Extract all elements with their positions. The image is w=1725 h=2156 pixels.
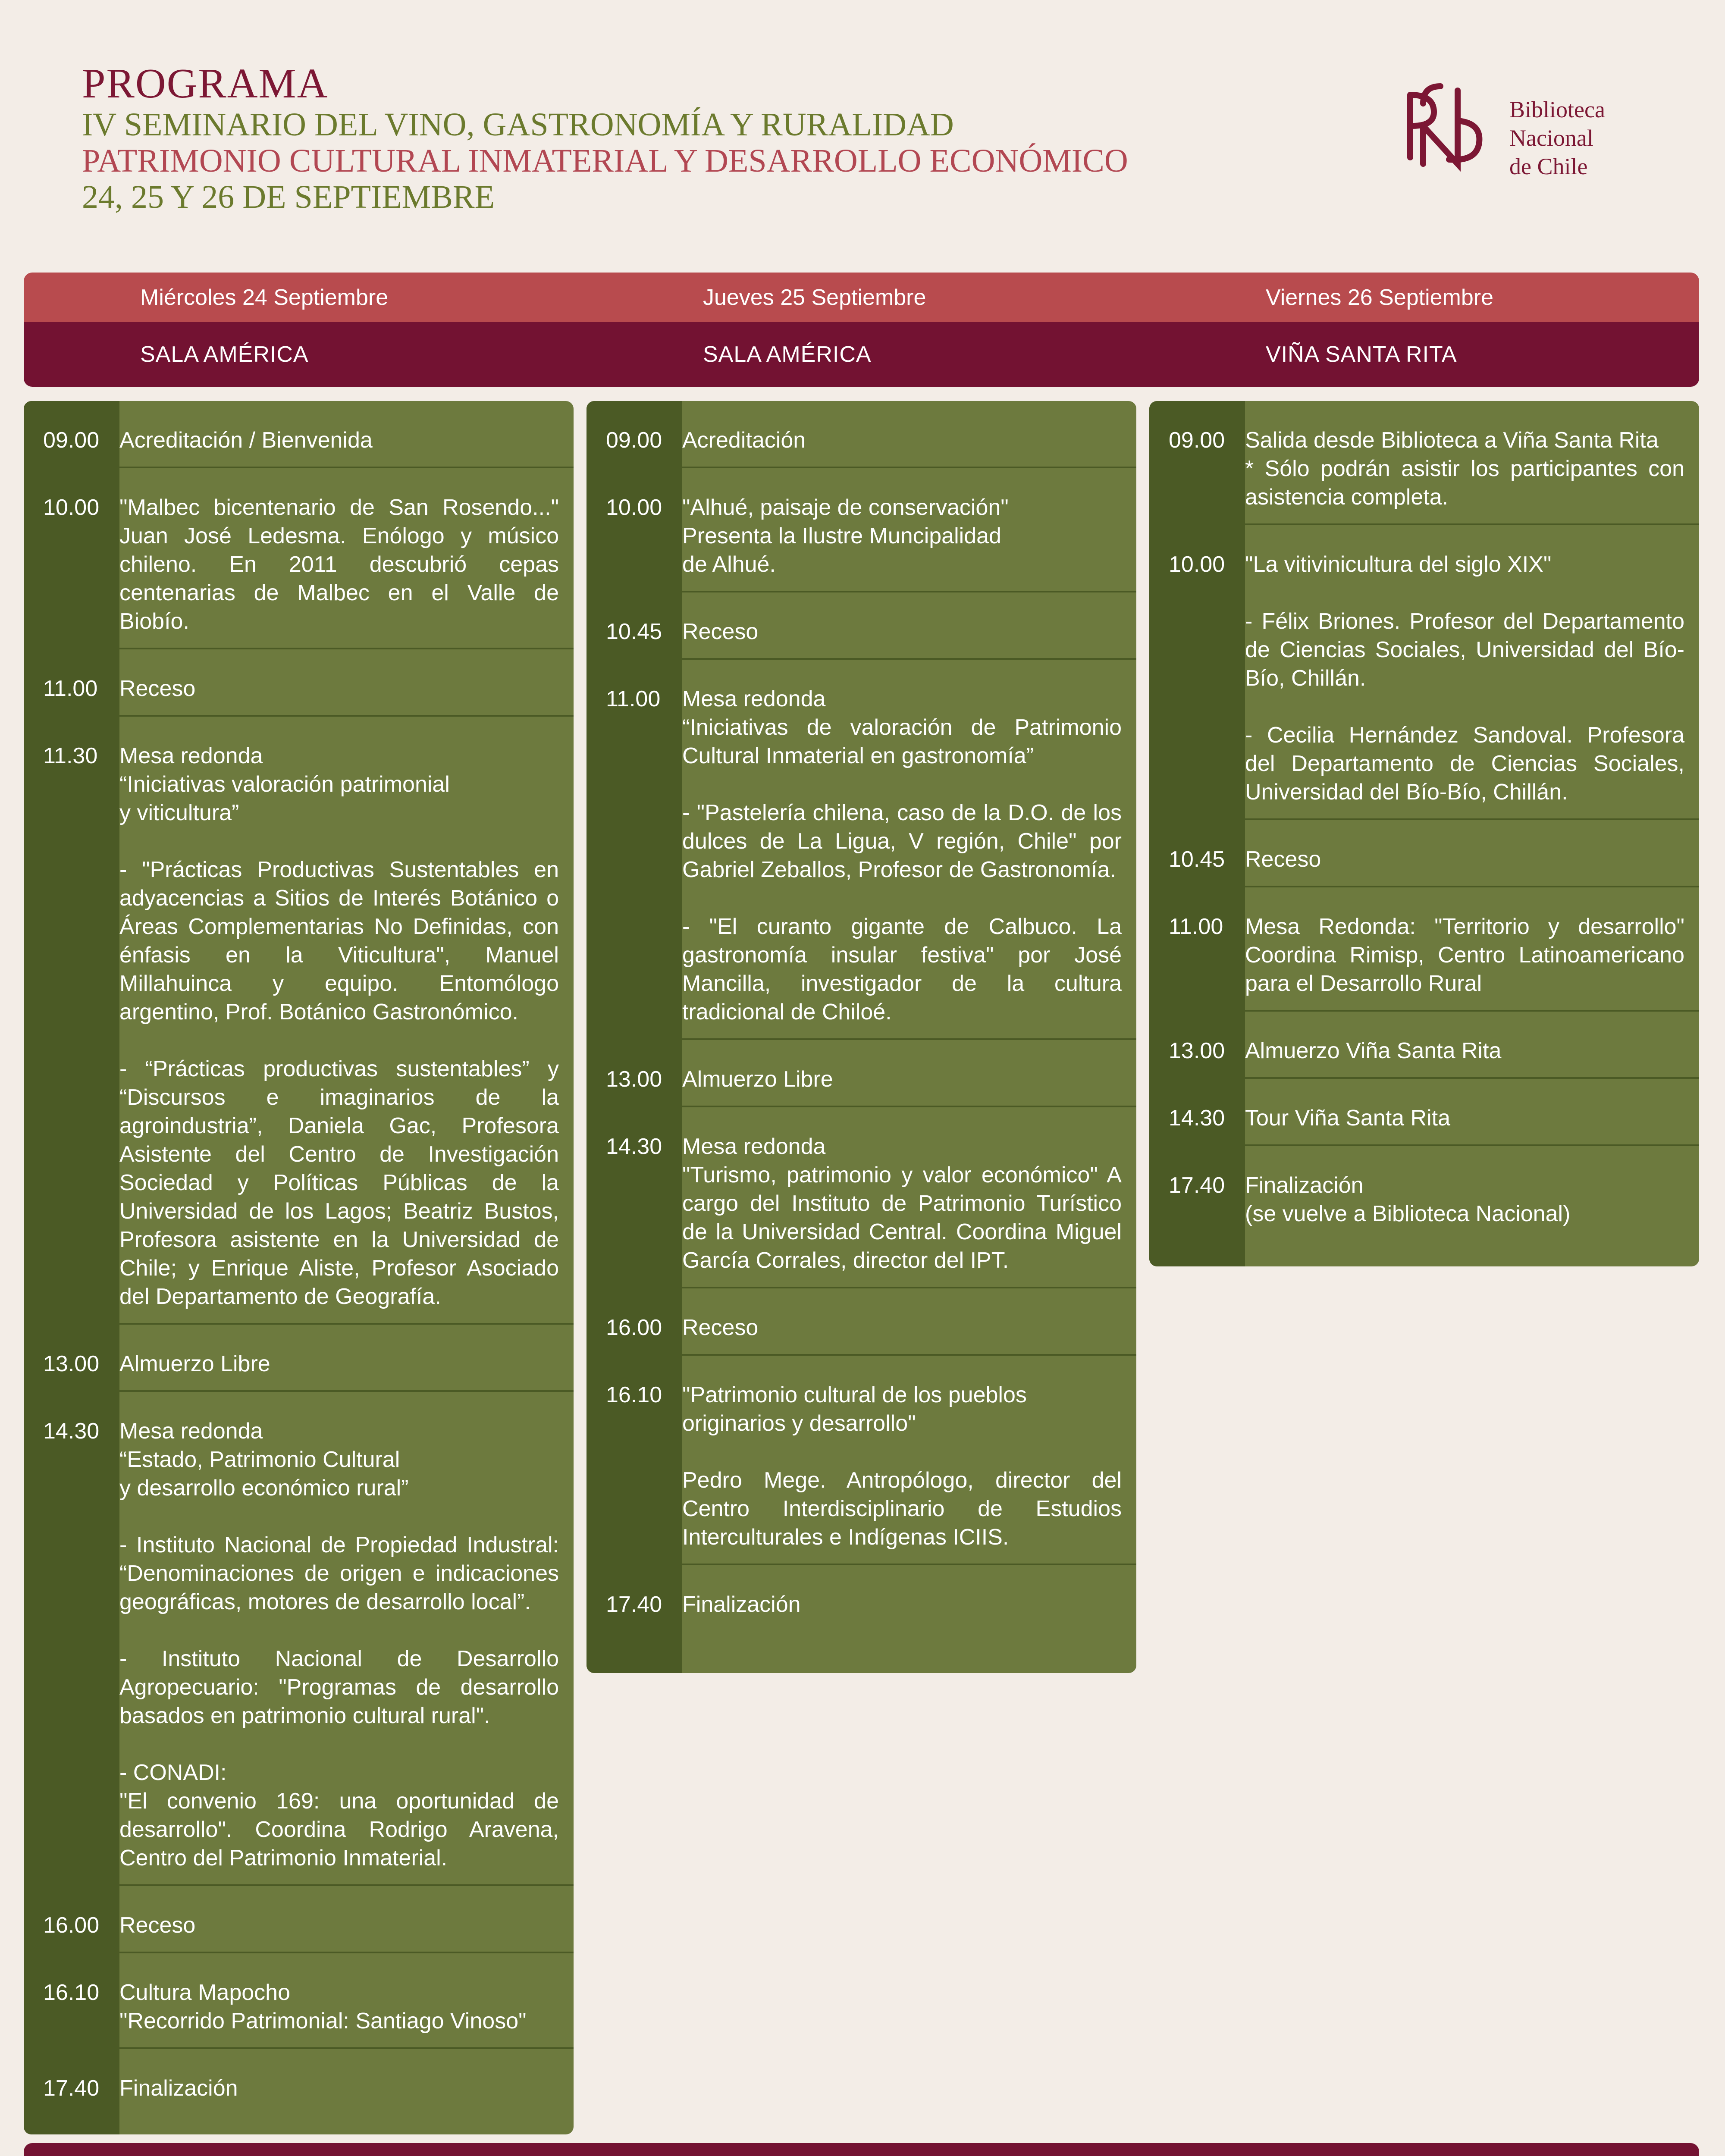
schedule-row [586, 592, 1136, 660]
schedule-row [1149, 401, 1699, 525]
session-details [1245, 1037, 1699, 1065]
schedule-row [1149, 1146, 1699, 1240]
day-3-venue: VIÑA SANTA RITA [1266, 342, 1457, 367]
session-time: 13.00 [606, 1067, 662, 1092]
schedule-row [586, 1040, 1136, 1107]
bnc-monogram-icon [1393, 78, 1488, 172]
session-line: - "Prácticas Productivas Sustentables en adyacencias a Sitios de Interés Botánico o Áreas Complementarias No Definidas, con énfasis en la Viticultura", Manuel Millahuinca y equipo. Entomólogo argentino, Prof. Botánico Gastronómico. [119, 857, 559, 1025]
session-line: Almuerzo Viña Santa Rita [1245, 1038, 1502, 1063]
schedule-row [586, 401, 1136, 468]
session-line: - "El curanto gigante de Calbuco. La gastronomía insular festiva" por José Mancilla, investigador de la cultura tradicional de Chiloé. [682, 914, 1122, 1025]
session-details [119, 426, 574, 454]
schedule-day-3 [1149, 401, 1699, 1266]
session-time: 10.00 [606, 495, 662, 520]
venues-bar [24, 322, 1699, 387]
schedule-row [24, 1392, 574, 1886]
session-line [119, 1026, 559, 1055]
session-line [1245, 579, 1684, 607]
session-details [1245, 426, 1699, 511]
session-line: “Iniciativas de valoración de Patrimonio Cultural Inmaterial en gastronomía” [682, 715, 1122, 768]
session-line [119, 827, 559, 856]
session-line: (se vuelve a Biblioteca Nacional) [1245, 1201, 1571, 1226]
session-line: Mesa redonda [682, 1134, 826, 1159]
session-time: 14.30 [606, 1134, 662, 1159]
session-time: 14.30 [43, 1419, 100, 1444]
session-line: y desarrollo económico rural” [119, 1476, 409, 1501]
session-line [682, 1438, 1122, 1466]
schedule-row [586, 1565, 1136, 1631]
session-time: 16.10 [606, 1382, 662, 1407]
session-line: Mesa redonda [119, 743, 263, 768]
session-time: 17.40 [606, 1592, 662, 1617]
session-line: "El convenio 169: una oportunidad de desarrollo". Coordina Rodrigo Aravena, Centro del Patrimonio Inmaterial. [119, 1789, 559, 1871]
session-line: "Alhué, paisaje de conservación" [682, 495, 1009, 520]
session-time: 11.00 [606, 686, 661, 711]
schedule-day-1 [24, 401, 574, 2134]
session-line: - CONADI: [119, 1760, 227, 1785]
biblioteca-nacional-logo [1393, 78, 1652, 177]
session-line: Almuerzo Libre [682, 1067, 833, 1092]
session-details [119, 674, 574, 703]
session-line: Receso [682, 619, 759, 644]
program-title: PROGRAMA [82, 60, 329, 107]
session-details [682, 1590, 1136, 1619]
seminar-dates: 24, 25 Y 26 DE SEPTIEMBRE [82, 179, 495, 215]
session-details [119, 1417, 574, 1872]
day-3-date: Viernes 26 Septiembre [1266, 285, 1494, 310]
session-time: 16.00 [43, 1913, 100, 1938]
session-line [682, 770, 1122, 799]
session-line: Tour Viña Santa Rita [1245, 1106, 1450, 1131]
session-line: Acreditación / Bienvenida [119, 428, 373, 453]
session-details [682, 685, 1136, 1026]
day-1-date: Miércoles 24 Septiembre [140, 285, 389, 310]
schedule-row [24, 401, 574, 468]
sponsors-footer [24, 2143, 1699, 2156]
session-line: Receso [119, 676, 196, 701]
session-details [682, 1313, 1136, 1342]
session-line: “Estado, Patrimonio Cultural [119, 1447, 400, 1472]
session-time: 10.45 [1169, 847, 1225, 872]
session-line: Salida desde Biblioteca a Viña Santa Rita [1245, 428, 1659, 453]
session-line: "Recorrido Patrimonial: Santiago Vinoso" [119, 2009, 527, 2034]
session-time: 10.00 [1169, 552, 1225, 577]
session-line: y viticultura” [119, 800, 239, 825]
session-line: Finalización [1245, 1173, 1364, 1198]
schedule-row [24, 468, 574, 649]
schedule-row [24, 1953, 574, 2049]
session-line: "La vitivinicultura del siglo XIX" [1245, 552, 1552, 577]
session-details [682, 1132, 1136, 1275]
session-details [119, 1350, 574, 1378]
session-details [1245, 912, 1699, 998]
day-1-venue: SALA AMÉRICA [140, 342, 309, 367]
schedule-row [24, 2049, 574, 2115]
session-time: 09.00 [606, 428, 662, 453]
day-2-venue: SALA AMÉRICA [703, 342, 872, 367]
session-line: "Patrimonio cultural de los pueblos [682, 1382, 1027, 1407]
session-details [682, 426, 1136, 454]
schedule-row [24, 649, 574, 717]
session-line: Mesa redonda [119, 1419, 263, 1444]
session-line: - "Pastelería chilena, caso de la D.O. de los dulces de La Ligua, V región, Chile" por Gabriel Zeballos, Profesor de Gastronomía. [682, 800, 1122, 882]
session-line: Cultura Mapocho [119, 1980, 290, 2005]
schedule-row [1149, 820, 1699, 887]
session-details [119, 1978, 574, 2035]
days-bar [24, 273, 1699, 322]
logo-line-1: Biblioteca [1509, 97, 1605, 122]
session-time: 17.40 [1169, 1173, 1225, 1198]
session-line: Finalización [119, 2076, 238, 2101]
session-line: originarios y desarrollo" [682, 1411, 916, 1436]
session-time: 16.10 [43, 1980, 100, 2005]
session-line [682, 884, 1122, 912]
schedule-row [586, 468, 1136, 592]
schedule-row [24, 1325, 574, 1392]
program-header [82, 60, 1333, 215]
schedule-row [1149, 1079, 1699, 1146]
session-details [682, 1065, 1136, 1094]
schedule-row [24, 1886, 574, 1953]
session-details [1245, 845, 1699, 874]
session-time: 09.00 [43, 428, 100, 453]
session-line: Almuerzo Libre [119, 1351, 270, 1376]
session-line: Receso [682, 1315, 759, 1340]
session-time: 10.45 [606, 619, 662, 644]
session-time: 10.00 [43, 495, 100, 520]
session-line: Mesa redonda [682, 686, 826, 711]
session-line: - Cecilia Hernández Sandoval. Profesora del Departamento de Ciencias Sociales, Universidad del Bío-Bío, Chillán. [1245, 723, 1684, 805]
session-line [119, 1502, 559, 1531]
session-line: Presenta la Ilustre Muncipalidad [682, 523, 1001, 548]
schedule-row [1149, 1012, 1699, 1079]
seminar-subtitle: PATRIMONIO CULTURAL INMATERIAL Y DESARROLLO ECONÓMICO [82, 143, 1128, 179]
session-line: - “Prácticas productivas sustentables” y “Discursos e imaginarios de la agroindustria”, Daniela Gac, Profesora Asistente del Centro de Investigación Sociedad y Políticas Públicas de la Universidad de los Lagos; Beatriz Bustos, Profesora asistente en la Universidad de Chile; y Enrique Aliste, Profesor Asociado del Departamento de Geografía. [119, 1056, 559, 1309]
session-time: 16.00 [606, 1315, 662, 1340]
day-2-date: Jueves 25 Septiembre [703, 285, 926, 310]
schedule-row [586, 1356, 1136, 1565]
seminar-title: IV SEMINARIO DEL VINO, GASTRONOMÍA Y RURALIDAD [82, 107, 954, 143]
schedule-row [586, 1107, 1136, 1288]
session-line: * Sólo podrán asistir los participantes con asistencia completa. [1245, 456, 1684, 510]
session-line: de Alhué. [682, 552, 776, 577]
logo-line-3: de Chile [1509, 153, 1588, 179]
session-line: - Félix Briones. Profesor del Departamento de Ciencias Sociales, Universidad del Bío-Bío, Chillán. [1245, 609, 1684, 691]
session-line: - Instituto Nacional de Desarrollo Agropecuario: "Programas de desarrollo basados en patrimonio cultural rural". [119, 1646, 559, 1728]
session-details [682, 1381, 1136, 1551]
session-details [1245, 1171, 1699, 1228]
session-line: "Turismo, patrimonio y valor económico" A cargo del Instituto de Patrimonio Turístico de la Universidad Central. Coordina Miguel García Corrales, director del IPT. [682, 1163, 1122, 1273]
session-details [119, 1911, 574, 1940]
session-details [682, 617, 1136, 646]
session-line: Acreditación [682, 428, 806, 453]
session-line: Pedro Mege. Antropólogo, director del Centro Interdisciplinario de Estudios Interculturales e Indígenas ICIIS. [682, 1468, 1122, 1550]
session-time: 13.00 [1169, 1038, 1225, 1063]
session-line: Finalización [682, 1592, 801, 1617]
session-time: 17.40 [43, 2076, 100, 2101]
session-time: 11.00 [43, 676, 98, 701]
session-details [119, 2074, 574, 2103]
session-line: Receso [1245, 847, 1321, 872]
session-details [119, 742, 574, 1311]
session-time: 14.30 [1169, 1106, 1225, 1131]
session-details [1245, 1104, 1699, 1132]
logo-line-2: Nacional [1509, 125, 1593, 151]
session-details [119, 493, 574, 636]
schedule-row [1149, 887, 1699, 1012]
schedule-row [586, 660, 1136, 1040]
session-line: “Iniciativas valoración patrimonial [119, 772, 450, 797]
session-time: 11.00 [1169, 914, 1223, 939]
session-details [1245, 550, 1699, 806]
schedule-row [1149, 525, 1699, 820]
session-line: Receso [119, 1913, 196, 1938]
session-details [682, 493, 1136, 579]
session-line [1245, 693, 1684, 721]
session-line: Mesa Redonda: "Territorio y desarrollo" Coordina Rimisp, Centro Latinoamericano para el Desarrollo Rural [1245, 914, 1684, 996]
schedule-row [24, 717, 574, 1325]
schedule-row [586, 1288, 1136, 1356]
session-line: "Malbec bicentenario de San Rosendo..." Juan José Ledesma. Enólogo y músico chileno. En 2011 descubrió cepas centenarias de Malbec en el Valle de Biobío. [119, 495, 559, 634]
session-time: 11.30 [43, 743, 98, 768]
session-time: 13.00 [43, 1351, 100, 1376]
session-line: - Instituto Nacional de Propiedad Industral: “Denominaciones de origen e indicaciones geográficas, motores de desarrollo local”. [119, 1532, 559, 1614]
session-time: 09.00 [1169, 428, 1225, 453]
session-line [119, 1616, 559, 1645]
session-line [119, 1730, 559, 1758]
schedule-day-2 [586, 401, 1136, 1673]
